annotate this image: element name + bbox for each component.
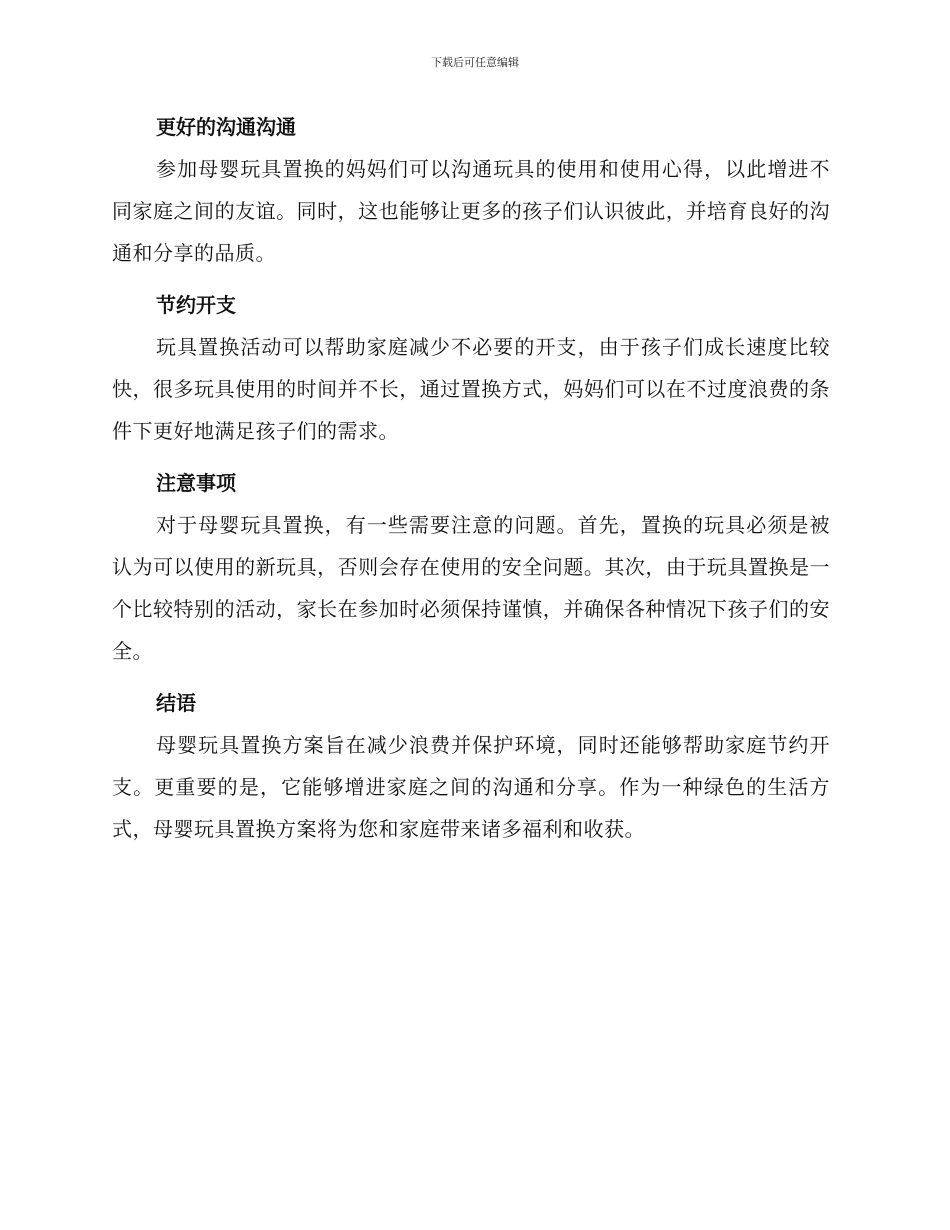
section-communication — [112, 106, 830, 274]
section-paragraph: 参加母婴玩具置换的妈妈们可以沟通玩具的使用和使用心得，以此增进不同家庭之间的友谊。同时，这也能够让更多的孩子们认识彼此，并培育良好的沟通和分享的品质。 — [112, 157, 830, 265]
section-heading: 更好的沟通沟通 — [156, 115, 296, 139]
section-notes — [112, 462, 830, 672]
section-heading: 结语 — [156, 691, 196, 715]
section-heading: 节约开支 — [156, 293, 236, 317]
section-paragraph: 母婴玩具置换方案旨在减少浪费并保护环境，同时还能够帮助家庭节约开支。更重要的是，它能够增进家庭之间的沟通和分享。作为一种绿色的生活方式，母婴玩具置换方案将为您和家庭带来诸多福利和收获。 — [112, 733, 830, 841]
section-saving — [112, 284, 830, 452]
section-paragraph: 玩具置换活动可以帮助家庭减少不必要的开支，由于孩子们成长速度比较快，很多玩具使用的时间并不长，通过置换方式，妈妈们可以在不过度浪费的条件下更好地满足孩子们的需求。 — [112, 335, 830, 443]
document-body — [112, 106, 830, 860]
section-conclusion — [112, 682, 830, 850]
section-paragraph: 对于母婴玩具置换，有一些需要注意的问题。首先，置换的玩具必须是被认为可以使用的新玩具，否则会存在使用的安全问题。其次，由于玩具置换是一个比较特别的活动，家长在参加时必须保持谨慎，并确保各种情况下孩子们的安全。 — [112, 513, 830, 663]
page-header-note: 下载后可任意编辑 — [431, 56, 519, 69]
section-heading: 注意事项 — [156, 471, 236, 495]
